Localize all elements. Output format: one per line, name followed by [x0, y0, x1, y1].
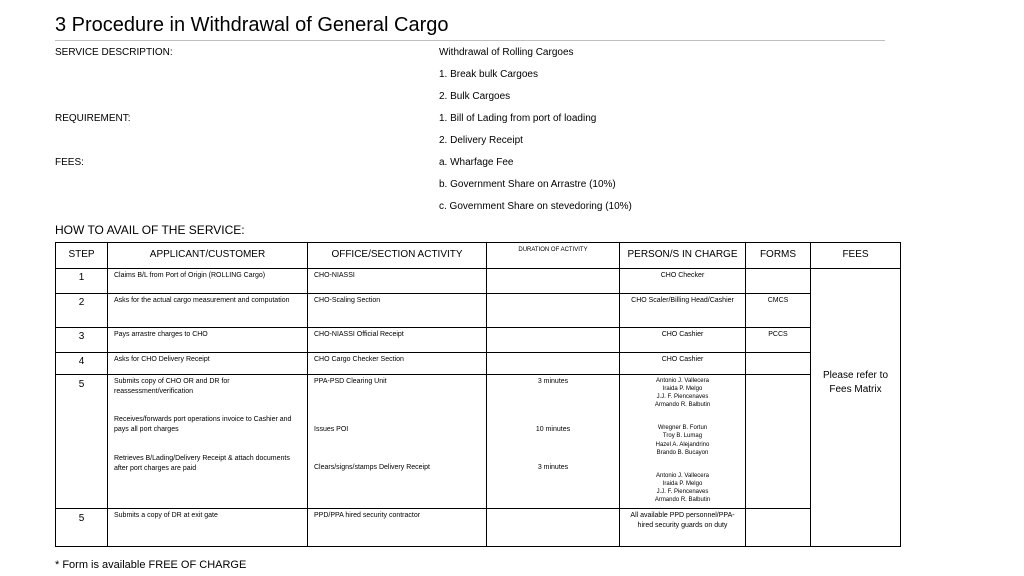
- person-name: Wregner B. Fortun: [657, 425, 708, 432]
- table-row: [56, 328, 901, 353]
- forms-cell: [746, 375, 811, 509]
- fees-item: a. Wharfage Fee: [439, 157, 514, 168]
- person-cell: CHO Cashier: [620, 353, 746, 375]
- table-header-row: [56, 243, 901, 269]
- applicant-cell: Submits a copy of DR at exit gate: [108, 509, 308, 547]
- person-name: Antonio J. Vallecera: [656, 472, 709, 479]
- table-row: [56, 353, 901, 375]
- person-cell: [620, 375, 746, 509]
- requirement-item: 1. Bill of Lading from port of loading: [439, 113, 597, 124]
- duration-cell: [487, 294, 620, 328]
- applicant-cell: Pays arrastre charges to CHO: [108, 328, 308, 353]
- office-cell: CHO-NIASSI: [308, 269, 487, 294]
- service-description-item: 2. Bulk Cargoes: [439, 91, 511, 102]
- person-name: Hazel A. Alejandrino: [655, 441, 710, 448]
- office-cell: CHO-Scaling Section: [308, 294, 487, 328]
- applicant-cell: Asks for CHO Delivery Receipt: [108, 353, 308, 375]
- person-cell: CHO Cashier: [620, 328, 746, 353]
- duration-substep: 3 minutes: [537, 378, 569, 385]
- office-cell: CHO-NIASSI Official Receipt: [308, 328, 487, 353]
- person-name: Troy B. Lumag: [662, 433, 703, 440]
- how-to-avail-heading: HOW TO AVAIL OF THE SERVICE:: [55, 223, 245, 237]
- step-number: 5: [56, 509, 108, 547]
- step-number: 4: [56, 353, 108, 375]
- office-cell: CHO Cargo Checker Section: [308, 353, 487, 375]
- person-cell: CHO Scaler/Billing Head/Cashier: [620, 294, 746, 328]
- person-name: Armando R. Balbutin: [654, 497, 711, 504]
- header-forms: FORMS: [746, 243, 811, 269]
- forms-cell: PCCS: [746, 328, 811, 353]
- person-name: J.J. F. Piencenaves: [656, 394, 709, 401]
- table-row: [56, 269, 901, 294]
- duration-cell: [487, 375, 620, 509]
- fees-item: b. Government Share on Arrastre (10%): [439, 179, 616, 190]
- forms-cell: [746, 269, 811, 294]
- person-name: Antonio J. Vallecera: [656, 378, 709, 384]
- office-substep: Issues POI: [314, 426, 349, 434]
- duration-cell: [487, 509, 620, 547]
- header-duration: DURATION OF ACTIVITY: [487, 243, 620, 269]
- person-name: J.J. F. Piencenaves: [656, 488, 709, 495]
- office-substep: Clears/signs/stamps Delivery Receipt: [314, 464, 430, 472]
- duration-substep: 10 minutes: [535, 426, 571, 434]
- applicant-cell: [108, 375, 308, 509]
- step-number: 1: [56, 269, 108, 294]
- duration-cell: [487, 328, 620, 353]
- fees-note: Please refer to Fees Matrix: [811, 269, 901, 547]
- fees-item: c. Government Share on stevedoring (10%): [439, 201, 632, 212]
- service-description-item: 1. Break bulk Cargoes: [439, 69, 538, 80]
- table-row: [56, 375, 901, 509]
- person-cell: CHO Checker: [620, 269, 746, 294]
- service-description-label: SERVICE DESCRIPTION:: [55, 47, 173, 58]
- header-person: PERSON/S IN CHARGE: [620, 243, 746, 269]
- requirement-label: REQUIREMENT:: [55, 113, 131, 124]
- person-cell: All available PPD personnel/PPA-hired security guards on duty: [620, 509, 746, 547]
- table-row: [56, 294, 901, 328]
- person-name: Iraida P. Melgo: [662, 386, 703, 393]
- applicant-substep: Receives/forwards port operations invoice to Cashier and pays all port charges: [114, 416, 292, 434]
- step-number: 3: [56, 328, 108, 353]
- office-cell: [308, 375, 487, 509]
- forms-cell: [746, 509, 811, 547]
- forms-cell: [746, 353, 811, 375]
- table-row: [56, 509, 901, 547]
- procedure-table: [55, 242, 901, 547]
- title-divider: [55, 40, 885, 41]
- office-substep: PPA-PSD Clearing Unit: [314, 378, 387, 385]
- person-name: Armando R. Balbutin: [654, 402, 711, 409]
- applicant-cell: Claims B/L from Port of Origin (ROLLING Cargo): [108, 269, 308, 294]
- requirement-item: 2. Delivery Receipt: [439, 135, 523, 146]
- office-cell: PPD/PPA hired security contractor: [308, 509, 487, 547]
- fees-label: FEES:: [55, 157, 84, 168]
- step-number: 5: [56, 375, 108, 509]
- page-title: 3 Procedure in Withdrawal of General Cargo: [55, 14, 449, 36]
- header-office: OFFICE/SECTION ACTIVITY: [308, 243, 487, 269]
- person-name: Iraida P. Melgo: [662, 480, 703, 487]
- step-number: 2: [56, 294, 108, 328]
- duration-cell: [487, 353, 620, 375]
- header-step: STEP: [56, 243, 108, 269]
- applicant-substep: Submits copy of CHO OR and DR for reassessment/verification: [114, 378, 230, 396]
- duration-substep: 3 minutes: [537, 464, 569, 472]
- duration-cell: [487, 269, 620, 294]
- person-name: Brando B. Bucayon: [656, 449, 709, 456]
- header-fees: FEES: [811, 243, 901, 269]
- header-applicant: APPLICANT/CUSTOMER: [108, 243, 308, 269]
- forms-cell: CMCS: [746, 294, 811, 328]
- footer-note: * Form is available FREE OF CHARGE: [55, 559, 247, 571]
- applicant-cell: Asks for the actual cargo measurement and computation: [108, 294, 308, 328]
- applicant-substep: Retrieves B/Lading/Delivery Receipt & attach documents after port charges are paid: [114, 454, 290, 472]
- service-description-value: Withdrawal of Rolling Cargoes: [439, 47, 574, 58]
